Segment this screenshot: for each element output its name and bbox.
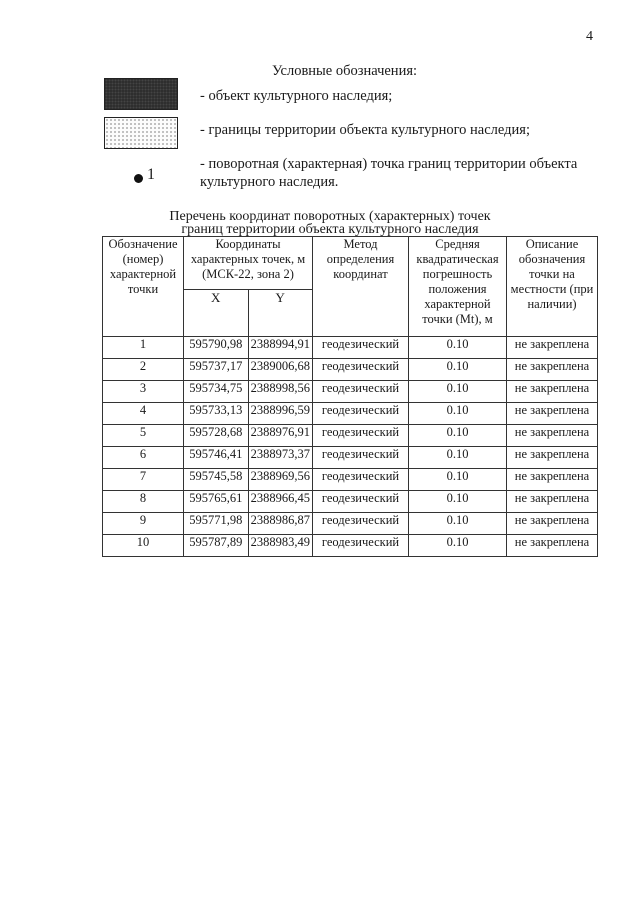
- cell-error: 0.10: [409, 403, 507, 425]
- cell-y-coordinate: 2388969,56: [248, 469, 313, 491]
- cell-error: 0.10: [409, 447, 507, 469]
- header-designation: Обозначение (номер) характерной точки: [103, 237, 184, 337]
- cell-y-coordinate: 2388983,49: [248, 535, 313, 557]
- cell-point-number: 9: [103, 513, 184, 535]
- cell-description: не закреплена: [507, 469, 598, 491]
- cell-point-number: 8: [103, 491, 184, 513]
- point-dot-icon: [134, 174, 143, 183]
- legend-text-heritage-object: - объект культурного наследия;: [200, 88, 393, 104]
- table-row: [103, 535, 598, 557]
- cell-description: не закреплена: [507, 513, 598, 535]
- cell-x-coordinate: 595737,17: [184, 359, 249, 381]
- cell-description: не закреплена: [507, 447, 598, 469]
- cell-error: 0.10: [409, 535, 507, 557]
- cell-method: геодезический: [313, 337, 409, 359]
- cell-description: не закреплена: [507, 359, 598, 381]
- cell-x-coordinate: 595771,98: [184, 513, 249, 535]
- cell-point-number: 5: [103, 425, 184, 447]
- cell-description: не закреплена: [507, 535, 598, 557]
- table-row: [103, 447, 598, 469]
- cell-point-number: 2: [103, 359, 184, 381]
- table-row: [103, 491, 598, 513]
- cell-point-number: 7: [103, 469, 184, 491]
- cell-point-number: 10: [103, 535, 184, 557]
- cell-x-coordinate: 595734,75: [184, 381, 249, 403]
- coordinates-table: [102, 236, 598, 557]
- table-row: [103, 381, 598, 403]
- table-row: [103, 337, 598, 359]
- cell-method: геодезический: [313, 359, 409, 381]
- cell-y-coordinate: 2388998,56: [248, 381, 313, 403]
- cell-point-number: 4: [103, 403, 184, 425]
- table-body: [103, 337, 598, 557]
- table-row: [103, 513, 598, 535]
- header-method: Метод определения координат: [313, 237, 409, 337]
- cell-description: не закреплена: [507, 381, 598, 403]
- table-row: [103, 425, 598, 447]
- cell-method: геодезический: [313, 469, 409, 491]
- table-row: [103, 359, 598, 381]
- legend-swatch-heritage-object: [104, 78, 178, 110]
- cell-error: 0.10: [409, 359, 507, 381]
- cell-x-coordinate: 595745,58: [184, 469, 249, 491]
- cell-method: геодезический: [313, 403, 409, 425]
- cell-x-coordinate: 595787,89: [184, 535, 249, 557]
- table-caption-line-1: Перечень координат поворотных (характерных) точек: [169, 209, 491, 224]
- cell-y-coordinate: 2388996,59: [248, 403, 313, 425]
- legend-title: Условные обозначения:: [272, 63, 418, 79]
- cell-description: не закреплена: [507, 425, 598, 447]
- cell-method: геодезический: [313, 381, 409, 403]
- point-marker-number: 1: [147, 166, 155, 183]
- cell-description: не закреплена: [507, 403, 598, 425]
- cell-point-number: 3: [103, 381, 184, 403]
- table-caption: [150, 210, 510, 236]
- cell-error: 0.10: [409, 381, 507, 403]
- header-error: Средняя квадратическая погрешность положения характерной точки (Mt), м: [409, 237, 507, 337]
- cell-x-coordinate: 595728,68: [184, 425, 249, 447]
- cell-y-coordinate: 2388994,91: [248, 337, 313, 359]
- cell-description: не закреплена: [507, 337, 598, 359]
- header-description: Описание обозначения точки на местности (при наличии): [507, 237, 598, 337]
- cell-method: геодезический: [313, 425, 409, 447]
- cell-y-coordinate: 2388973,37: [248, 447, 313, 469]
- header-coordinates: Координаты характерных точек, м (МСК-22, зона 2): [184, 237, 313, 290]
- cell-error: 0.10: [409, 469, 507, 491]
- header-x: X: [184, 290, 249, 337]
- cell-x-coordinate: 595765,61: [184, 491, 249, 513]
- cell-y-coordinate: 2388966,45: [248, 491, 313, 513]
- table-row: [103, 403, 598, 425]
- legend-swatch-territory-boundary: [104, 117, 178, 149]
- cell-point-number: 6: [103, 447, 184, 469]
- page-number: 4: [586, 29, 593, 44]
- cell-x-coordinate: 595790,98: [184, 337, 249, 359]
- legend-text-territory-boundary: - границы территории объекта культурного наследия;: [200, 122, 530, 138]
- cell-error: 0.10: [409, 425, 507, 447]
- cell-y-coordinate: 2388986,87: [248, 513, 313, 535]
- cell-x-coordinate: 595733,13: [184, 403, 249, 425]
- cell-method: геодезический: [313, 513, 409, 535]
- cell-method: геодезический: [313, 491, 409, 513]
- cell-description: не закреплена: [507, 491, 598, 513]
- cell-error: 0.10: [409, 513, 507, 535]
- cell-point-number: 1: [103, 337, 184, 359]
- header-y: Y: [248, 290, 313, 337]
- cell-x-coordinate: 595746,41: [184, 447, 249, 469]
- table-caption-line-2: границ территории объекта культурного наследия: [181, 222, 479, 237]
- cell-y-coordinate: 2389006,68: [248, 359, 313, 381]
- cell-method: геодезический: [313, 535, 409, 557]
- cell-method: геодезический: [313, 447, 409, 469]
- cell-error: 0.10: [409, 337, 507, 359]
- table-row: [103, 469, 598, 491]
- cell-error: 0.10: [409, 491, 507, 513]
- legend-text-turning-point: - поворотная (характерная) точка границ территории объекта культурного наследия.: [200, 156, 578, 190]
- cell-y-coordinate: 2388976,91: [248, 425, 313, 447]
